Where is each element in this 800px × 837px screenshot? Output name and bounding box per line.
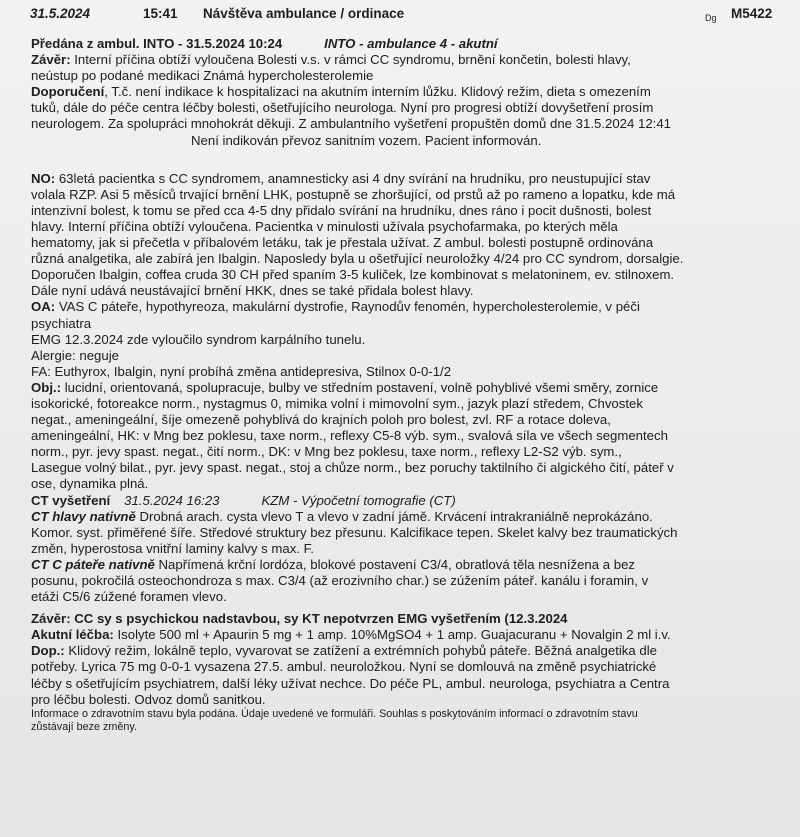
ct-head-label: CT hlavy nativně [31, 508, 136, 524]
ct-spine-line-1 [31, 557, 791, 573]
obj-line-1 [31, 380, 791, 396]
doporuceni-label: Doporučení [31, 84, 105, 100]
obj-line-6: Lasegue volný bilat., pyr. jevy spast. negat., stoj a chůze norm., bez poruchy taktilního či algického čití, páteř v [31, 460, 674, 476]
doporuceni-line-3: neurologem. Za spolupráci mnohokrát děkuji. Z ambulantního vyšetření propuštěn domů dne 31.5.2024 12:41 [31, 116, 671, 132]
oa-label: OA: [31, 299, 56, 315]
no-line-2: volala RZP. Asi 5 měsíců trvající brnění LHK, postupně se zhoršující, od prstů až po rameno a lopatku, kde má [31, 186, 676, 202]
zaver-label: Závěr: [31, 52, 71, 68]
doporuceni-line-2: tuků, dále do péče centra léčby bolesti, ošetřujícího neurologa. Nyní pro progresi obtíží dovyšetření prosím [31, 100, 654, 116]
ct-head-line-3: změn, hyperostosa vnitřní laminy kalvy s max. F. [31, 540, 314, 556]
dop-text: Klidový režim, lokálně teplo, vyvarovat se zatížení a extrémních pohybů páteře. Běžná analgetika dle [64, 643, 658, 659]
fa-line: FA: Euthyrox, Ibalgin, nyní probíhá změna antidepresiva, Stilnox 0-0-1/2 [31, 363, 452, 379]
zaver-line-1 [31, 52, 791, 68]
dop-line-2: potřeby. Lyrica 75 mg 0-0-1 vysazena 27.5. ambul. neuroložkou. Nyní se domlouvá na změně psychiatrické [31, 659, 657, 675]
lecba-text: Isolyte 500 ml + Apaurin 5 mg + 1 amp. 10%MgSO4 + 1 amp. Guajacuranu + Novalgin 2 ml i.v. [113, 627, 671, 643]
handover-line [31, 36, 791, 52]
no-line-7: Doporučen Ibalgin, coffea cruda 30 CH před spaním 3-5 kuliček, lze kombinovat s melatoninem, ev. stilnoxem. [31, 267, 675, 283]
zaver-final-line: Závěr: CC sy s psychickou nadstavbou, sy KT nepotvrzen EMG vyšetřením (12.3.2024 [31, 611, 568, 627]
oa-line-3: EMG 12.3.2024 zde vyloučilo syndrom karpálního tunelu. [31, 331, 366, 347]
obj-text: lucidní, orientovaná, spolupracuje, bulby ve středním postavení, volně pohyblivé všemi směry, zornice [61, 379, 659, 395]
doporuceni-text: , T.č. není indikace k hospitalizaci na akutním interním lůžku. Klidový režim, dieta s omezením [104, 84, 651, 100]
oa-line-2: psychiatra [31, 315, 92, 331]
obj-line-4: ameningeální, HK: v Mng bez poklesu, taxe norm., reflexy C5-8 výb. sym., svalová síla ve všech segmentech [31, 428, 668, 444]
visit-date: 31.5.2024 [30, 6, 91, 21]
no-line-4: hlavy. Interní příčina obtíží vyloučena. Pacientka v minulosti užívala psychofarmaka, po kterých měla [31, 218, 618, 234]
no-label: NO: [31, 170, 56, 186]
no-line-1 [31, 171, 791, 187]
no-text: 63letá pacientka s CC syndromem, anamnesticky asi 4 dny svírání na hrudníku, pro neustupující stav [55, 170, 651, 186]
dop-line-3: léčby s ošetřujícím psychiatrem, další léky užívat nechce. Do péče PL, ambul. neurologa, psychiatra a Centra [31, 675, 670, 691]
ct-spine-line-3: etáži C5/6 zúžené foramen vlevo. [31, 589, 227, 605]
visit-time: 15:41 [143, 6, 178, 21]
ct-dept: KZM - Výpočetní tomografie (CT) [261, 492, 456, 508]
dop-label: Dop.: [31, 643, 65, 659]
diagnosis-label: Dg [705, 13, 717, 23]
alergie-line: Alergie: neguje [31, 347, 119, 363]
no-line-8: Dále nyní udává neustávající brnění HKK, dnes se také přidala bolest hlavy. [31, 283, 474, 299]
visit-title: Návštěva ambulance / ordinace [203, 6, 405, 21]
handover-dept: INTO - ambulance 4 - akutní [324, 36, 498, 51]
ct-head-line-1 [31, 509, 791, 525]
report-body [31, 36, 791, 734]
zaver-text: Interní příčina obtíží vyloučena Bolesti v.s. v rámci CC syndromu, brnění končetin, bolesti hlavy, [74, 52, 631, 68]
ct-header-line [31, 493, 791, 509]
footer-line-2: zůstávají beze změny. [31, 720, 138, 733]
no-line-5: hematomy, jak si přečetla v příbalovém letáku, tak je přestala užívat. Z ambul. bolesti postupně ordinována [31, 235, 654, 251]
lecba-label: Akutní léčba: [31, 627, 114, 643]
doporuceni-line-1 [31, 84, 791, 100]
ct-spine-text: Napřímená krční lordóza, blokové postavení C3/4, obratlová těla nesnížena a bez [154, 556, 636, 572]
oa-text: VAS C páteře, hypothyreoza, makulární dystrofie, Raynodův fenomén, hypercholesterolemie, v péči [55, 299, 640, 315]
dop-line-4: pro léčbu bolesti. Odvoz domů sanitkou. [31, 691, 266, 707]
diagnosis-code: M5422 [731, 6, 773, 21]
ct-head-text: Drobná arach. cysta vlevo T a vlevo v zadní jámě. Krvácení intrakraniálně neprokázáno. [135, 508, 653, 524]
ct-head-line-2: Komor. syst. přiměřené šíře. Středové struktury bez přesunu. Kalcifikace tepen. Skelet kalvy bez traumatických [31, 524, 678, 540]
ct-spine-label: CT C páteře nativně [31, 556, 155, 572]
no-line-6: různá analgetika, ale zabírá jen Ibalgin. Naposledy byla u ošetřující neuroložky 4/24 pro CC syndrom, dorsalgie. [31, 251, 684, 267]
obj-line-5: norm., pyr. jevy spast. negat., čití norm., DK: v Mng bez poklesu, taxe norm., reflexy L2-S2 výb. sym., [31, 444, 622, 460]
ct-date: 31.5.2024 16:23 [124, 492, 220, 508]
obj-line-2: isokorické, fotoreakce norm., nystagmus 0, mimika volní i mimovolní sym., jazyk plazí středem, Chvostek [31, 395, 643, 411]
obj-line-3: negat., ameningeální, šíje omezeně pohyblivá do krajních poloh pro bolest, zvl. RF a rotace doleva, [31, 412, 611, 428]
dop-line-1 [31, 643, 791, 659]
obj-line-7: ose, dynamika plná. [31, 476, 149, 492]
doporuceni-line-4: Není indikován převoz sanitním vozem. Pacient informován. [191, 132, 542, 148]
oa-line-1 [31, 299, 791, 315]
ct-spine-line-2: posunu, pokročilá osteochondroza s max. C3/4 (až erozivního char.) se zúžením páteř. kanálu i foramin, v [31, 573, 649, 588]
obj-label: Obj.: [31, 379, 62, 395]
no-line-3: intenzivní bolest, k tomu se před cca 4-5 dny přidalo svírání na hrudníku, dnes ráno i pocit dušnosti, bolest [31, 202, 652, 218]
footer-line-1: Informace o zdravotním stavu byla podána. Údaje uvedené ve formuláři. Souhlas s poskytováním informací o zdravotním stavu [31, 707, 638, 720]
ct-label: CT vyšetření [31, 492, 111, 508]
handover-label: Předána z ambul. INTO - 31.5.2024 10:24 [31, 36, 283, 51]
lecba-line [31, 627, 791, 643]
zaver-line-2: neústup po podané medikaci Známá hypercholesterolemie [31, 68, 374, 84]
report-header [0, 6, 800, 26]
